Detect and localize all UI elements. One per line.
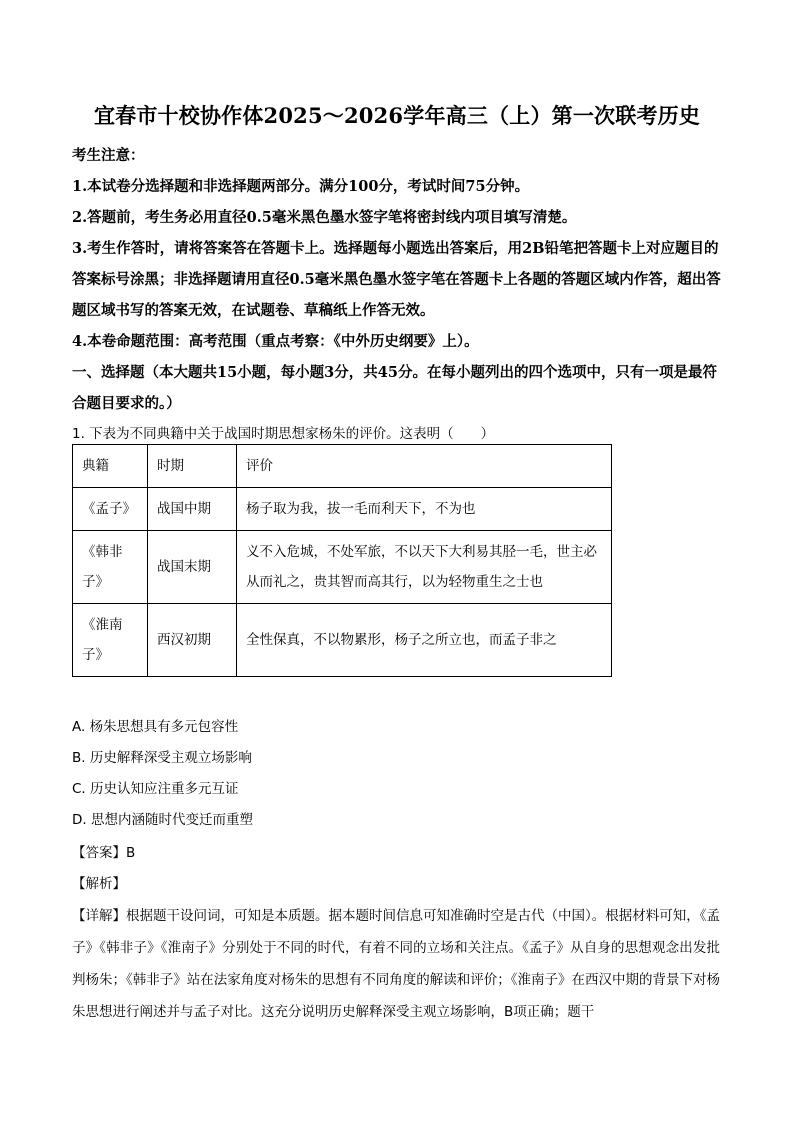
analysis-detail: 【详解】根据题干设问词，可知是本质题。据本题时间信息可知准确时空是古代（中国）。根据材料可知，《孟子》《韩非子》《淮南子》分别处于不同的时代，有着不同的立场和关注点。《孟子》从自身的思想观念出发批判杨朱；《韩非子》站在法家角度对杨朱的思想有不同角度的解读和评价；《淮南子》在西汉中期的背景下对杨朱思想进行阐述并与孟子对比。这充分说明历史解释深受主观立场影响，B项正确；题干: [72, 908, 720, 1020]
table-cell: 西汉初期: [148, 604, 237, 677]
answer-block: [72, 838, 135, 900]
answer-line: 【答案】B: [72, 845, 136, 861]
notice-item-1: 1.本试卷分选择题和非选择题两部分。满分100分，考试时间75分钟。: [72, 178, 530, 195]
table-row: [73, 604, 612, 677]
table-cell: 《孟子》: [73, 488, 148, 531]
table-cell: 战国末期: [148, 531, 237, 604]
page-title: 宜春市十校协作体2025～2026学年高三（上）第一次联考历史: [93, 103, 701, 128]
analysis-label: 【解析】: [72, 876, 126, 892]
section-heading: 一、选择题（本大题共15小题，每小题3分，共45分。在每小题列出的四个选项中，只有一项是最符合题目要求的。）: [72, 364, 717, 412]
table-row: [73, 531, 612, 604]
option-a: A. 杨朱思想具有多元包容性: [72, 719, 239, 735]
answer-options: [72, 712, 253, 836]
notice-heading: 考生注意：: [72, 147, 145, 164]
option-c: C. 历史认知应注重多元互证: [72, 781, 239, 797]
table-header-cell: 评价: [237, 445, 612, 488]
table-cell: 《韩非子》: [73, 531, 148, 604]
table-header-cell: 典籍: [73, 445, 148, 488]
table-header-cell: 时期: [148, 445, 237, 488]
evaluation-table: [72, 444, 612, 677]
notice-item-2: 2.答题前，考生务必用直径0.5毫米黑色墨水签字笔将密封线内项目填写清楚。: [72, 209, 577, 226]
exam-notice: [72, 140, 727, 419]
table-header-row: [73, 445, 612, 488]
table-cell: 全性保真，不以物累形，杨子之所立也，而孟子非之: [237, 604, 612, 677]
question-1-stem: 1. 下表为不同典籍中关于战国时期思想家杨朱的评价。这表明（ ）: [72, 426, 495, 442]
table-cell: 《淮南子》: [73, 604, 148, 677]
table-cell: 战国中期: [148, 488, 237, 531]
option-b: B. 历史解释深受主观立场影响: [72, 750, 252, 766]
notice-item-4: 4.本卷命题范围：高考范围（重点考察：《中外历史纲要》上）。: [72, 333, 479, 350]
notice-item-3: 3.考生作答时，请将答案答在答题卡上。选择题每小题选出答案后，用2B铅笔把答题卡上对应题目的答案标号涂黑；非选择题请用直径0.5毫米黑色墨水签字笔在答题卡上各题的答题区域内作答，超出答题区域书写的答案无效，在试题卷、草稿纸上作答无效。: [72, 240, 721, 319]
option-d: D. 思想内涵随时代变迁而重塑: [72, 812, 253, 828]
table-row: [73, 488, 612, 531]
table-cell: 义不入危城，不处军旅，不以天下大利易其胫一毛，世主必从而礼之，贵其智而高其行，以为轻物重生之士也: [237, 531, 612, 604]
table-cell: 杨子取为我，拔一毛而利天下，不为也: [237, 488, 612, 531]
